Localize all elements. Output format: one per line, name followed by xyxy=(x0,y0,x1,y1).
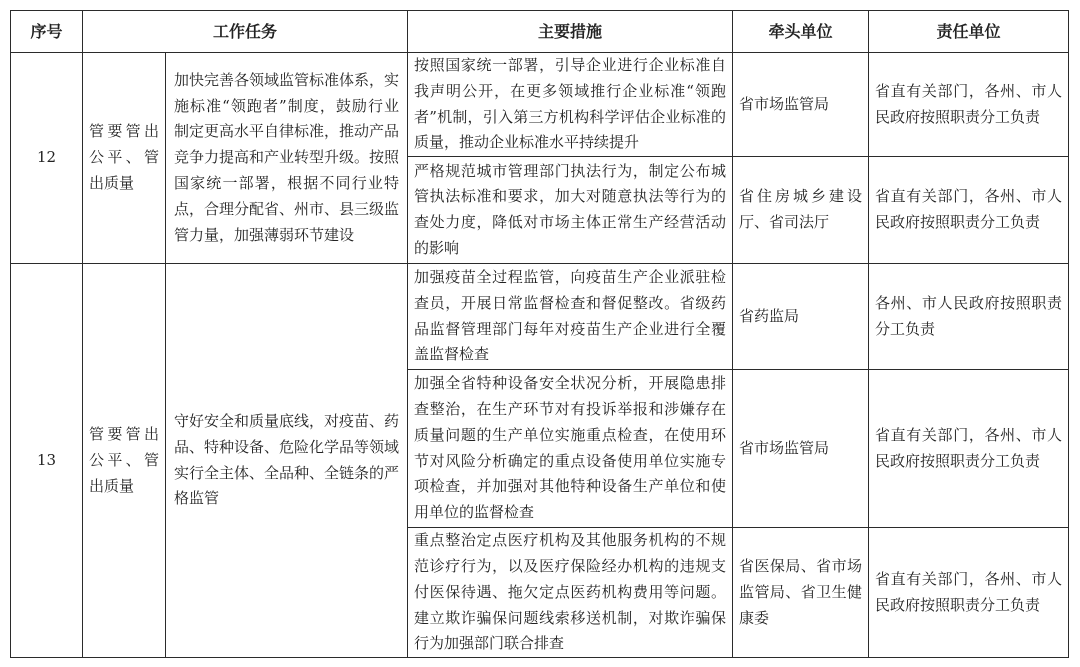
header-row xyxy=(11,11,1069,53)
responsible-unit-cell: 省直有关部门，各州、市人民政府按照职责分工负责 xyxy=(869,370,1069,528)
responsible-unit-cell: 各州、市人民政府按照职责分工负责 xyxy=(869,264,1069,370)
lead-unit-cell: 省医保局、省市场监管局、省卫生健康委 xyxy=(733,528,869,658)
lead-unit-cell: 省市场监管局 xyxy=(733,370,869,528)
measure-cell: 严格规范城市管理部门执法行为，制定公布城管执法标准和要求，加大对随意执法等行为的查处力度，降低对市场主体正常生产经营活动的影响 xyxy=(408,157,733,264)
header-number: 序号 xyxy=(11,11,83,53)
measure-cell: 加强全省特种设备安全状况分析，开展隐患排查整治，在生产环节对有投诉举报和涉嫌存在质量问题的生产单位实施重点检查，在使用环节对风险分析确定的重点设备使用单位实施专项检查，并加强对其他特种设备生产单位和使用单位的监督检查 xyxy=(408,370,733,528)
responsible-unit-cell: 省直有关部门，各州、市人民政府按照职责分工负责 xyxy=(869,157,1069,264)
measure-cell: 按照国家统一部署，引导企业进行企业标准自我声明公开，在更多领域推行企业标准“领跑者”机制，引入第三方机构科学评估企业标准的质量，推动企业标准水平持续提升 xyxy=(408,53,733,157)
header-lead-unit: 牵头单位 xyxy=(733,11,869,53)
task-table xyxy=(10,10,1069,658)
lead-unit-cell: 省市场监管局 xyxy=(733,53,869,157)
responsible-unit-cell: 省直有关部门，各州、市人民政府按照职责分工负责 xyxy=(869,53,1069,157)
table-row xyxy=(11,53,1069,157)
lead-unit-cell: 省住房城乡建设厅、省司法厅 xyxy=(733,157,869,264)
header-responsible-unit: 责任单位 xyxy=(869,11,1069,53)
task-category: 管要管出公平、管出质量 xyxy=(83,53,166,264)
responsible-unit-cell: 省直有关部门，各州、市人民政府按照职责分工负责 xyxy=(869,528,1069,658)
task-category: 管要管出公平、管出质量 xyxy=(83,264,166,658)
row-number: 12 xyxy=(11,53,83,264)
task-description: 加快完善各领域监管标准体系，实施标准“领跑者”制度，鼓励行业制定更高水平自律标准，推动产品竞争力提高和产业转型升级。按照国家统一部署，根据不同行业特点，合理分配省、州市、县三级监管力量，加强薄弱环节建设 xyxy=(166,53,408,264)
header-measure: 主要措施 xyxy=(408,11,733,53)
header-task: 工作任务 xyxy=(83,11,408,53)
task-description: 守好安全和质量底线，对疫苗、药品、特种设备、危险化学品等领域实行全主体、全品种、全链条的严格监管 xyxy=(166,264,408,658)
measure-cell: 加强疫苗全过程监管，向疫苗生产企业派驻检查员，开展日常监督检查和督促整改。省级药品监督管理部门每年对疫苗生产企业进行全覆盖监督检查 xyxy=(408,264,733,370)
lead-unit-cell: 省药监局 xyxy=(733,264,869,370)
row-number: 13 xyxy=(11,264,83,658)
table-row xyxy=(11,264,1069,370)
measure-cell: 重点整治定点医疗机构及其他服务机构的不规范诊疗行为，以及医疗保险经办机构的违规支付医保待遇、拖欠定点医药机构费用等问题。建立欺诈骗保问题线索移送机制，对欺诈骗保行为加强部门联合排查 xyxy=(408,528,733,658)
